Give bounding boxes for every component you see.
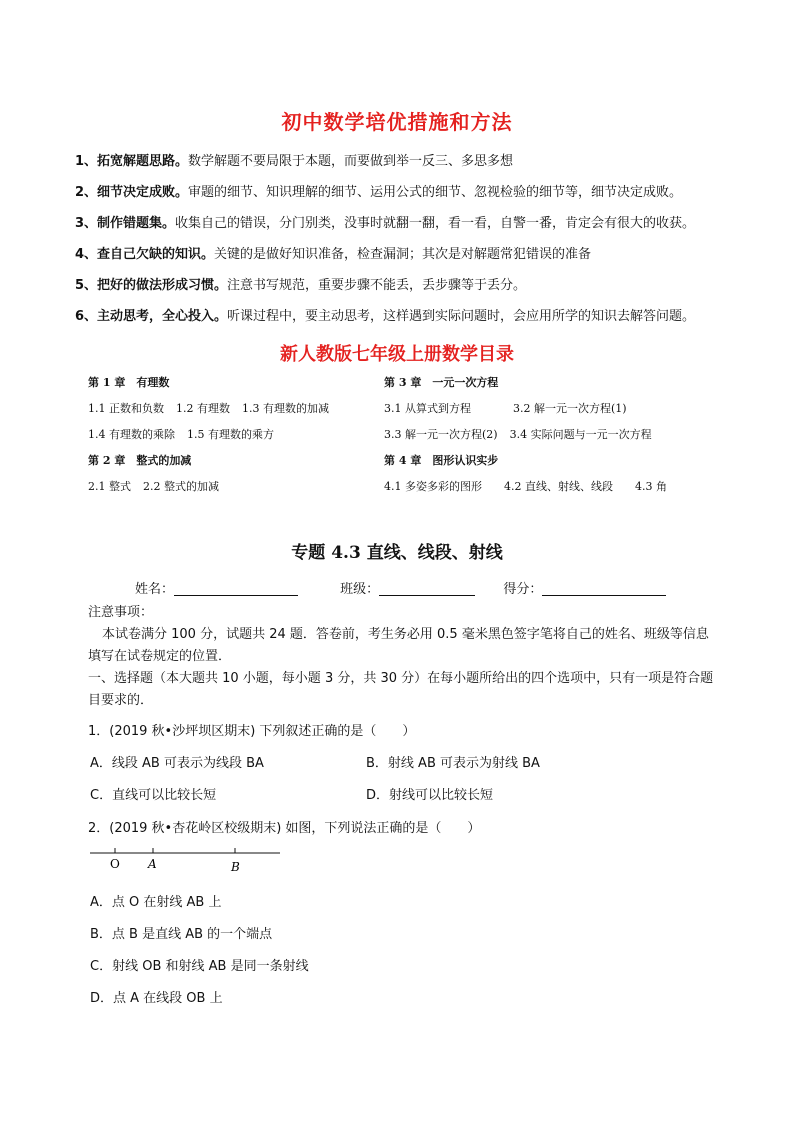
tip-head: 1、拓宽解题思路。 xyxy=(75,154,189,169)
toc-section: 1.1 正数和负数 xyxy=(88,402,164,415)
notice-label: 注意事项： xyxy=(88,605,154,620)
toc-section: 1.2 有理数 xyxy=(176,402,230,415)
tip-body: 关键的是做好知识准备，检查漏洞；其次是对解题常犯错误的准备 xyxy=(214,247,592,262)
name-label: 姓名： xyxy=(135,582,175,597)
q2-option-c[interactable]: C．射线 OB 和射线 AB 是同一条射线 xyxy=(90,959,309,974)
tip-head: 6、主动思考，全心投入。 xyxy=(75,309,228,324)
toc-left-column xyxy=(88,370,341,500)
question-1-stem: 1．(2019 秋•沙坪坝区期末) 下列叙述正确的是（ ） xyxy=(88,724,416,739)
toc-row xyxy=(384,422,667,448)
toc-chapter: 第 2 章 整式的加减 xyxy=(88,454,192,467)
tip-item xyxy=(75,301,765,332)
toc-chapter: 第 4 章 图形认识实步 xyxy=(384,454,499,467)
q2-option-d[interactable]: D．点 A 在线段 OB 上 xyxy=(90,991,223,1006)
label-b: B xyxy=(231,860,240,874)
q1-option-c[interactable]: C．直线可以比较长短 xyxy=(90,788,217,803)
tip-body: 收集自己的错误，分门别类，没事时就翻一翻，看一看，自警一番，肯定会有很大的收获。 xyxy=(175,216,696,231)
q2-option-a[interactable]: A．点 O 在射线 AB 上 xyxy=(90,895,222,910)
toc-section: 3.4 实际问题与一元一次方程 xyxy=(509,428,652,441)
tip-head: 5、把好的做法形成习惯。 xyxy=(75,278,228,293)
toc-row xyxy=(384,396,667,422)
tip-item xyxy=(75,146,765,177)
name-blank[interactable] xyxy=(174,581,298,596)
toc-section: 4.3 角 xyxy=(635,480,667,493)
toc-section: 4.2 直线、射线、线段 xyxy=(504,480,613,493)
toc-chapter: 第 3 章 一元一次方程 xyxy=(384,376,499,389)
toc-section: 3.1 从算式到方程 xyxy=(384,402,471,415)
toc-chapter: 第 1 章 有理数 xyxy=(88,376,170,389)
toc-row xyxy=(88,422,341,448)
toc-right-column xyxy=(384,370,667,500)
q1-option-a[interactable]: A．线段 AB 可表示为线段 BA xyxy=(90,756,264,771)
label-o: O xyxy=(110,857,120,871)
tip-body: 数学解题不要局限于本题，而要做到举一反三、多思多想 xyxy=(188,154,514,169)
class-blank[interactable] xyxy=(379,581,475,596)
tips-list xyxy=(75,146,765,332)
section-heading: 一、选择题（本大题共 10 小题，每小题 3 分，共 30 分）在每小题所给出的四个选项中，只有一项是符合题目要求的． xyxy=(88,671,714,708)
tip-body: 听课过程中，要主动思考，这样遇到实际问题时，会应用所学的知识去解答问题。 xyxy=(227,309,696,324)
quiz-title: 专题 4.3 直线、线段、射线 xyxy=(291,543,503,563)
score-blank[interactable] xyxy=(542,581,666,596)
tip-item xyxy=(75,208,765,239)
q1-option-b[interactable]: B．射线 AB 可表示为射线 BA xyxy=(366,756,540,771)
notice-body: 本试卷满分 100 分，试题共 24 题．答卷前，考生务必用 0.5 毫米黑色签字笔将自己的姓名、班级等信息填写在试卷规定的位置． xyxy=(88,627,709,664)
toc-section: 1.3 有理数的加减 xyxy=(242,402,329,415)
tip-item xyxy=(75,239,765,270)
tip-item xyxy=(75,270,765,301)
tip-body: 注意书写规范，重要步骤不能丢，丢步骤等于丢分。 xyxy=(227,278,527,293)
class-label: 班级： xyxy=(340,582,380,597)
toc-section: 2.1 整式 xyxy=(88,480,131,493)
toc-row xyxy=(88,396,341,422)
toc-section: 1.5 有理数的乘方 xyxy=(187,428,274,441)
q2-option-b[interactable]: B．点 B 是直线 AB 的一个端点 xyxy=(90,927,273,942)
toc-section: 2.2 整式的加减 xyxy=(143,480,219,493)
tip-item xyxy=(75,177,765,208)
tip-head: 2、细节决定成败。 xyxy=(75,185,189,200)
score-label: 得分： xyxy=(503,582,543,597)
student-info-row xyxy=(135,578,666,597)
tip-head: 3、制作错题集。 xyxy=(75,216,176,231)
page-title: 初中数学培优措施和方法 xyxy=(281,110,513,134)
q2-line-figure xyxy=(90,846,280,876)
toc-row xyxy=(384,474,667,500)
toc-section: 1.4 有理数的乘除 xyxy=(88,428,175,441)
toc-section: 3.3 解一元一次方程(2) xyxy=(384,428,498,441)
toc-section: 4.1 多姿多彩的图形 xyxy=(384,480,482,493)
q1-option-d[interactable]: D．射线可以比较长短 xyxy=(366,788,494,803)
toc-section: 3.2 解一元一次方程(1) xyxy=(513,402,627,415)
tip-head: 4、查自己欠缺的知识。 xyxy=(75,247,215,262)
label-a: A xyxy=(148,857,157,871)
toc-title: 新人教版七年级上册数学目录 xyxy=(280,344,514,365)
tip-body: 审题的细节、知识理解的细节、运用公式的细节、忽视检验的细节等，细节决定成败。 xyxy=(188,185,683,200)
question-2-stem: 2．(2019 秋•杏花岭区校级期末) 如图，下列说法正确的是（ ） xyxy=(88,821,481,836)
toc-row xyxy=(88,474,341,500)
